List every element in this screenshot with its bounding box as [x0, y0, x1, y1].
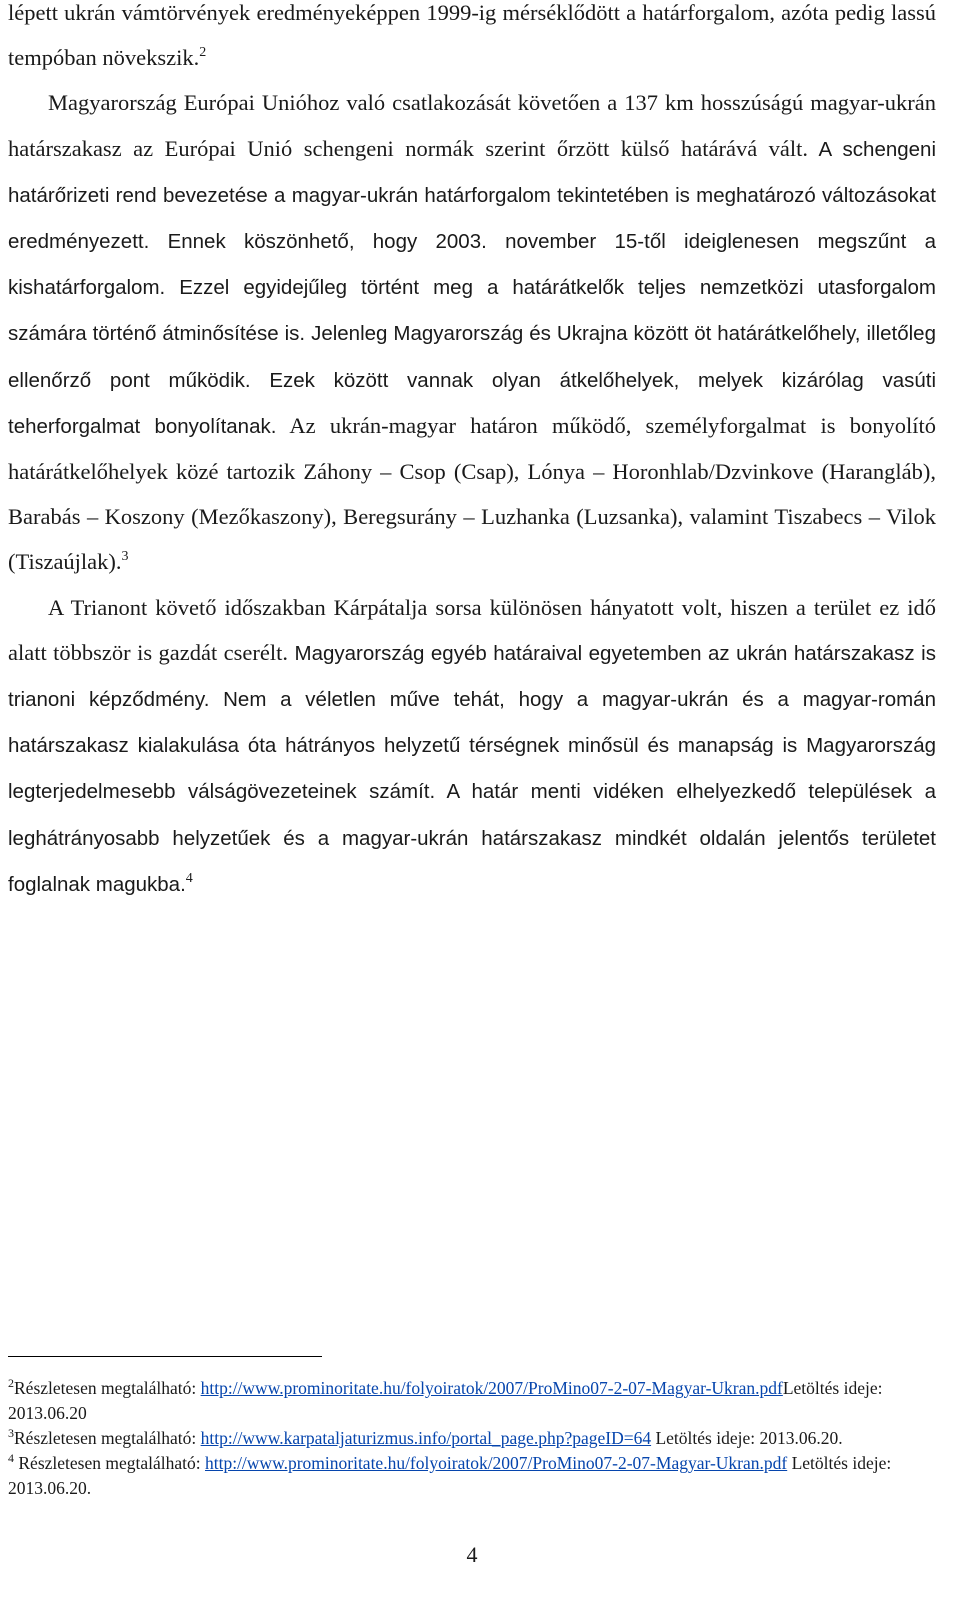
footnote-ref-2[interactable]: 2	[199, 45, 207, 61]
paragraph-1-text-1: lépett ukrán vámtörvények eredményeképpen 1999-ig mérséklődött a határforgalom, azóta pedig lassú tempóban növekszik.	[8, 0, 936, 71]
footnote-4	[8, 1451, 928, 1501]
footnote-2-number: 2	[8, 1376, 14, 1390]
footnote-3-number: 3	[8, 1426, 14, 1440]
paragraph-1	[8, 0, 936, 80]
footnote-3-suffix: Letöltés ideje: 2013.06.20.	[651, 1428, 843, 1448]
paragraph-3-text-1: A Trianont követő időszakban Kárpátalja sorsa különösen hányatott volt, hiszen a terület ez idő alatt többször is gazdát cserélt.	[8, 594, 936, 665]
footnote-4-prefix: Részletesen megtalálható:	[14, 1453, 205, 1473]
footnote-2-link[interactable]: http://www.prominoritate.hu/folyoiratok/2007/ProMino07-2-07-Magyar-Ukran.pdf	[200, 1378, 783, 1398]
footnote-ref-3[interactable]: 3	[121, 549, 129, 565]
paragraph-3-text-2: Magyarország egyéb határaival egyetemben az ukrán határszakasz is trianoni képződmény. Nem a véletlen műve tehát, hogy a magyar-ukrán és a magyar-román határszakasz kialakulása óta hátrányos helyzetű térségnek minősül és manapság is Magyarország legterjedelmesebb válságövezeteinek számít. A határ menti vidéken elhelyezkedő települések a leghátrányosabb helyzetűek és a magyar-ukrán határszakasz mindkét oldalán jelentős területet foglalnak magukba.	[8, 641, 936, 896]
footnote-4-link[interactable]: http://www.prominoritate.hu/folyoiratok/2007/ProMino07-2-07-Magyar-Ukran.pdf	[204, 1453, 788, 1473]
footnote-3-link[interactable]: http://www.karpataljaturizmus.info/portal_page.php?pageID=64	[200, 1428, 652, 1448]
footnote-4-number: 4	[8, 1451, 14, 1465]
paragraph-2-text-3: Az ukrán-magyar határon működő, személyforgalmat is bonyolító határátkelőhelyek közé tartozik Záhony – Csop (Csap), Lónya – Horonhlab/Dzvinkove (Harangláb), Barabás – Koszony (Mezőkaszony), Beregsurány – Luzhanka (Luzsanka), valamint Tiszabecs – Vilok (Tiszaújlak).	[8, 412, 937, 575]
page-number: 4	[466, 1542, 478, 1567]
footnote-3-prefix: Részletesen megtalálható:	[14, 1428, 201, 1448]
footnote-separator	[8, 1356, 322, 1357]
footnote-3	[8, 1426, 928, 1451]
footnote-4-suffix: Letöltés ideje: 2013.06.20.	[8, 1453, 892, 1498]
paragraph-3	[8, 585, 936, 907]
body-text	[8, 0, 936, 907]
paragraph-2-text-2: A schengeni határőrizeti rend bevezetése a magyar-ukrán határforgalom tekintetében is meghatározó változásokat eredményezett. Ennek köszönhető, hogy 2003. november 15-től ideiglenesen megszűnt a kishatárforgalom. Ezzel egyidejűleg történt meg a határátkelők teljes nemzetközi utasforgalom számára történő átminősítése is. Jelenleg Magyarország és Ukrajna között öt határátkelőhely, illetőleg ellenőrző pont működik. Ezek között vannak olyan átkelőhelyek, melyek kizárólag vasúti teherforgalmat bonyolítanak.	[8, 137, 937, 438]
footnote-2-suffix: Letöltés ideje: 2013.06.20	[8, 1378, 883, 1423]
footnotes	[8, 1376, 928, 1501]
paragraph-2	[8, 80, 936, 584]
footnote-2-prefix: Részletesen megtalálható:	[14, 1378, 201, 1398]
footnote-2	[8, 1376, 928, 1426]
footnote-ref-4[interactable]: 4	[185, 870, 193, 886]
paragraph-2-text-1: Magyarország Európai Unióhoz való csatlakozását követően a 137 km hosszúságú magyar-ukrán határszakasz az Európai Unió schengeni normák szerint őrzött külső határává vált.	[8, 90, 936, 161]
